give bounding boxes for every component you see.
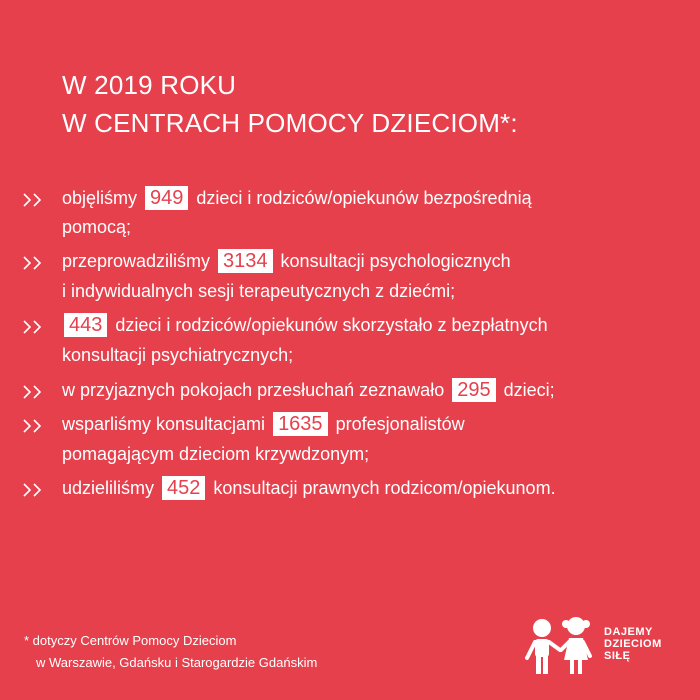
item-text: konsultacji prawnych rodzicom/opiekunom. (213, 478, 556, 498)
double-chevron-icon (22, 192, 46, 208)
item-text: wsparliśmy konsultacjami (62, 414, 266, 434)
item-text: objęliśmy (62, 188, 138, 208)
item-text: przeprowadziliśmy (62, 251, 211, 271)
title-line-1: W 2019 ROKU (62, 70, 237, 100)
item-text: pomagającym dzieciom krzywdzonym; (62, 444, 370, 464)
double-chevron-icon (22, 418, 46, 434)
title-line-2: W CENTRACH POMOCY DZIECIOM*: (62, 108, 518, 138)
double-chevron-icon (22, 319, 46, 335)
double-chevron-icon (22, 482, 46, 498)
stat-number: 443 (64, 313, 107, 337)
logo-text: DAJEMY DZIECIOM SIŁĘ (604, 626, 662, 662)
stat-number: 295 (452, 378, 495, 402)
footnote (24, 630, 317, 674)
item-text: konsultacji psychiatrycznych; (62, 345, 294, 365)
item-text: w przyjaznych pokojach przesłuchań zeznawało (62, 380, 445, 400)
page-title (62, 66, 518, 142)
item-text: profesjonalistów (335, 414, 465, 434)
stat-number: 949 (145, 186, 188, 210)
item-text: udzieliliśmy (62, 478, 155, 498)
footnote-line-1: * dotyczy Centrów Pomocy Dzieciom (24, 633, 237, 648)
footnote-line-2: w Warszawie, Gdańsku i Starogardzie Gdańskim (36, 655, 318, 670)
children-figures-icon (524, 612, 600, 682)
stat-number: 1635 (273, 412, 328, 436)
item-text: i indywidualnych sesji terapeutycznych z dziećmi; (62, 281, 456, 301)
item-text: dzieci i rodziców/opiekunów skorzystało z bezpłatnych (115, 315, 548, 335)
item-text: konsultacji psychologicznych (280, 251, 511, 271)
brand-logo (524, 612, 674, 682)
item-text: dzieci; (503, 380, 555, 400)
double-chevron-icon (22, 384, 46, 400)
stat-number: 3134 (218, 249, 273, 273)
double-chevron-icon (22, 255, 46, 271)
item-text: dzieci i rodziców/opiekunów bezpośrednią (196, 188, 532, 208)
item-text: pomocą; (62, 217, 132, 237)
stat-number: 452 (162, 476, 205, 500)
